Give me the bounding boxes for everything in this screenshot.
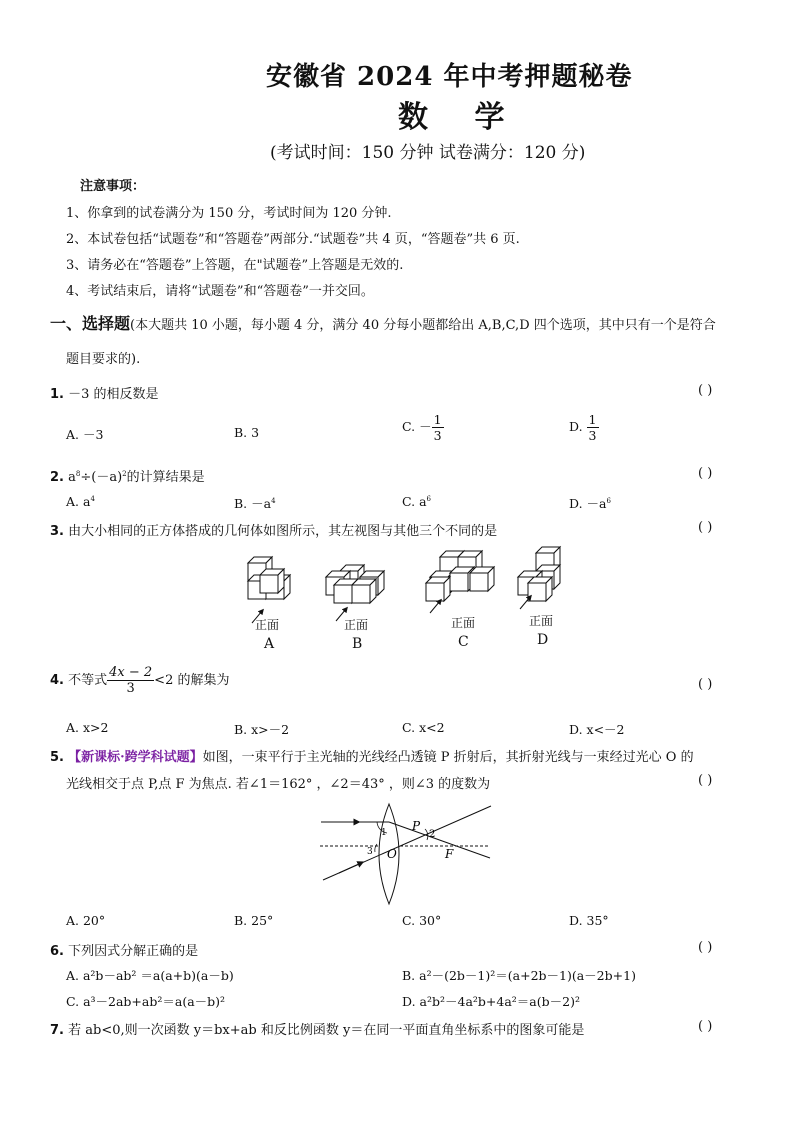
question-text: 不等式 xyxy=(68,673,108,688)
question-text: $a^8\div(-a)^2$的计算结果是 xyxy=(68,470,205,485)
figure-letter: C xyxy=(458,634,469,650)
question-3 xyxy=(50,520,497,539)
question-tag: 【新课标·跨学科试题】 xyxy=(68,750,203,765)
figure-d xyxy=(518,547,560,609)
figure-letter: A xyxy=(264,636,275,652)
figure-b xyxy=(326,565,384,621)
question-number: 6. xyxy=(50,944,64,959)
question-2 xyxy=(50,466,205,485)
answer-paren: ( ) xyxy=(698,677,713,692)
question-6 xyxy=(50,940,198,959)
fraction-denominator: 3 xyxy=(433,428,442,443)
fraction xyxy=(432,412,444,443)
option-c: C. $a^6$ xyxy=(402,494,431,509)
fraction xyxy=(107,665,154,696)
option-d-prefix: D. xyxy=(569,419,583,434)
figure-letter: D xyxy=(537,632,549,648)
option-d: D. $-a^6$ xyxy=(569,496,611,511)
question-5 xyxy=(50,746,694,765)
question-number: 5. xyxy=(50,750,64,765)
option-c: C. x<2 xyxy=(402,720,445,735)
point-o-label: O xyxy=(387,847,397,861)
angle-2-label: 2 xyxy=(429,829,436,840)
front-label: 正面 xyxy=(451,616,476,630)
fraction-numerator: 1 xyxy=(433,412,442,427)
question-4 xyxy=(50,665,229,696)
question-number: 1. xyxy=(50,387,64,402)
angle-1-label: 1 xyxy=(381,828,387,838)
question-7 xyxy=(50,1019,584,1038)
section-desc: (本大题共 10 小题，每小题 4 分，满分 40 分每小题都给出 A,B,C,D 四个选项，其中只有一个是符合 xyxy=(130,318,716,333)
option-d: D. 35° xyxy=(569,913,609,928)
option-b: B. $-a^4$ xyxy=(234,496,276,511)
figure-a xyxy=(248,557,290,623)
front-label: 正面 xyxy=(344,618,369,632)
option-a: A. $a^4$ xyxy=(66,494,95,509)
front-label: 正面 xyxy=(529,614,554,628)
figure-c xyxy=(426,551,494,613)
option-b: B. a²－(2b－1)²＝(a+2b－1)(a－2b+1) xyxy=(402,968,636,983)
exam-info: (考试时间：150 分钟 试卷满分：120 分) xyxy=(270,143,586,163)
fraction xyxy=(587,412,599,443)
fraction-denominator: 3 xyxy=(126,681,135,696)
point-p-label: P xyxy=(412,819,421,833)
note-item: 3、请务必在“答题卷”上答题，在"试题卷”上答题是无效的. xyxy=(66,258,404,273)
question-number: 7. xyxy=(50,1023,64,1038)
fraction-numerator: 4x − 2 xyxy=(109,665,153,680)
question-text: <2 的解集为 xyxy=(154,673,230,688)
exam-title: 安徽省 2024 年中考押题秘卷 xyxy=(266,62,633,92)
option-a: A. －3 xyxy=(66,427,104,442)
question-text: 由大小相同的正方体搭成的几何体如图所示，其左视图与其他三个不同的是 xyxy=(68,524,498,539)
lens-diagram xyxy=(315,800,495,908)
option-c: C. 30° xyxy=(402,913,442,928)
question-text: 下列因式分解正确的是 xyxy=(68,944,199,959)
answer-paren: ( ) xyxy=(698,520,713,535)
fraction-numerator: 1 xyxy=(588,412,597,427)
note-item: 4、考试结束后，请将“试题卷”和“答题卷”一并交回。 xyxy=(66,284,374,299)
note-item: 2、本试卷包括“试题卷”和“答题卷”两部分.“试题卷”共 4 页，“答题卷”共 6 页. xyxy=(66,232,520,247)
answer-paren: ( ) xyxy=(698,773,713,788)
question-text-cont: 光线相交于点 P,点 F 为焦点. 若∠1＝162° ，∠2＝43° ，则∠3 的度数为 xyxy=(66,777,491,792)
section-heading xyxy=(50,311,716,334)
answer-paren: ( ) xyxy=(698,1019,713,1034)
subject-title: 数 学 xyxy=(398,100,523,135)
option-a: A. a²b－ab² ＝a(a+b)(a－b) xyxy=(66,968,234,983)
option-a: A. 20° xyxy=(66,913,106,928)
option-b: B. x>－2 xyxy=(234,722,290,737)
point-f-label: F xyxy=(445,847,454,861)
question-1 xyxy=(50,383,159,402)
question-text: 若 ab<0,则一次函数 y＝bx+ab 和反比例函数 y＝在同一平面直角坐标系中的图象可能是 xyxy=(68,1023,585,1038)
front-label: 正面 xyxy=(255,618,280,632)
figure-letter: B xyxy=(352,636,363,652)
section-desc-cont: 题目要求的). xyxy=(66,352,141,367)
question-text: －3 的相反数是 xyxy=(68,387,159,402)
angle-3-label: 3 xyxy=(367,847,373,857)
option-c-prefix: C. － xyxy=(402,419,432,434)
note-item: 1、你拿到的试卷满分为 150 分，考试时间为 120 分钟. xyxy=(66,206,392,221)
option-b: B. 3 xyxy=(234,425,260,440)
option-c: C. a³－2ab+ab²＝a(a－b)² xyxy=(66,994,226,1009)
section-title: 一、选择题 xyxy=(50,314,131,333)
answer-paren: ( ) xyxy=(698,466,713,481)
question-number: 2. xyxy=(50,470,64,485)
answer-paren: ( ) xyxy=(698,383,713,398)
option-d xyxy=(569,412,599,443)
fraction-denominator: 3 xyxy=(588,428,597,443)
option-d: D. x<－2 xyxy=(569,722,625,737)
question-number: 4. xyxy=(50,673,64,688)
notes-heading: 注意事项： xyxy=(80,179,146,194)
option-b: B. 25° xyxy=(234,913,274,928)
answer-paren: ( ) xyxy=(698,940,713,955)
question-text: 如图，一束平行于主光轴的光线经凸透镜 P 折射后，其折射光线与一束经过光心 O 的 xyxy=(202,750,694,765)
option-a: A. x>2 xyxy=(66,720,109,735)
cube-figures xyxy=(230,545,590,655)
option-d: D. a²b²－4a²b+4a²＝a(b－2)² xyxy=(402,994,580,1009)
option-c xyxy=(402,412,444,443)
question-number: 3. xyxy=(50,524,64,539)
